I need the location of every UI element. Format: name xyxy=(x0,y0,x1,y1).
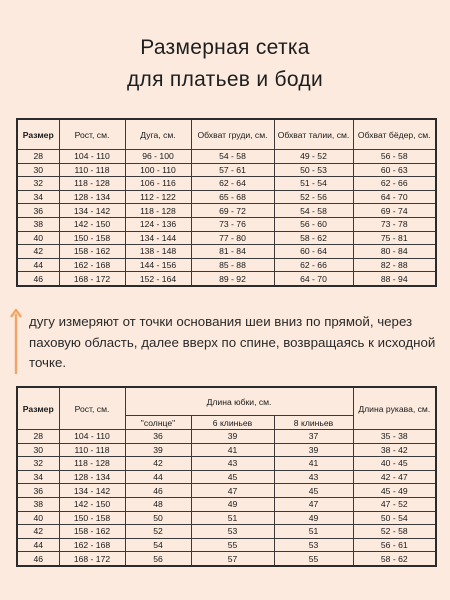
table-cell: 118 - 128 xyxy=(59,177,125,191)
size-table-lengths-body xyxy=(17,430,436,566)
table-cell: 41 xyxy=(191,443,274,457)
table-cell: 44 xyxy=(17,258,59,272)
table-row xyxy=(17,484,436,498)
table-cell: 60 - 64 xyxy=(274,245,353,259)
table-row xyxy=(17,511,436,525)
table-cell: 39 xyxy=(274,443,353,457)
table-cell: 104 - 110 xyxy=(59,150,125,164)
header-skirt-length: Длина юбки, см. xyxy=(125,387,353,416)
table-cell: 77 - 80 xyxy=(191,231,274,245)
table-cell: 48 xyxy=(125,497,191,511)
table-cell: 134 - 142 xyxy=(59,204,125,218)
table-row xyxy=(17,190,436,204)
table-cell: 32 xyxy=(17,177,59,191)
table-cell: 144 - 156 xyxy=(125,258,191,272)
table-cell: 40 xyxy=(17,511,59,525)
table-row xyxy=(17,497,436,511)
table-row xyxy=(17,245,436,259)
table-cell: 69 - 72 xyxy=(191,204,274,218)
table-row xyxy=(17,177,436,191)
table-cell: 42 - 47 xyxy=(353,470,436,484)
table-cell: 134 - 144 xyxy=(125,231,191,245)
arrow-up-icon xyxy=(10,308,22,374)
table-cell: 30 xyxy=(17,443,59,457)
table-cell: 60 - 63 xyxy=(353,163,436,177)
size-table-lengths xyxy=(16,386,437,567)
table-cell: 80 - 84 xyxy=(353,245,436,259)
table-cell: 134 - 142 xyxy=(59,484,125,498)
table-cell: 38 xyxy=(17,497,59,511)
page-title: Размерная сетка xyxy=(140,36,310,59)
table-cell: 128 - 134 xyxy=(59,470,125,484)
table-cell: 96 - 100 xyxy=(125,150,191,164)
table-cell: 28 xyxy=(17,150,59,164)
table-cell: 168 - 172 xyxy=(59,272,125,286)
table-cell: 62 - 66 xyxy=(274,258,353,272)
table-row xyxy=(17,258,436,272)
header-height: Рост, см. xyxy=(59,119,125,150)
table-cell: 81 - 84 xyxy=(191,245,274,259)
table-cell: 110 - 118 xyxy=(59,163,125,177)
table-cell: 64 - 70 xyxy=(274,272,353,286)
table-cell: 42 xyxy=(125,457,191,471)
arc-measurement-note: дугу измеряют от точки основания шеи вниз по прямой, через паховую область, далее вверх по спине, возвращаясь к исходной точке. xyxy=(29,314,436,370)
table-cell: 46 xyxy=(125,484,191,498)
table-row xyxy=(17,163,436,177)
table-cell: 162 - 168 xyxy=(59,538,125,552)
table-row xyxy=(17,430,436,444)
table-cell: 49 xyxy=(274,511,353,525)
table-cell: 46 xyxy=(17,552,59,566)
table-row xyxy=(17,457,436,471)
table-row xyxy=(17,272,436,286)
table-cell: 47 xyxy=(191,484,274,498)
header-sleeve-length: Длина рукава, см. xyxy=(353,387,436,430)
table-cell: 32 xyxy=(17,457,59,471)
table-cell: 39 xyxy=(191,430,274,444)
table-cell: 104 - 110 xyxy=(59,430,125,444)
table-cell: 43 xyxy=(191,457,274,471)
table-cell: 49 - 52 xyxy=(274,150,353,164)
table-cell: 158 - 162 xyxy=(59,525,125,539)
table-cell: 38 xyxy=(17,217,59,231)
page-subtitle: для платьев и боди xyxy=(127,68,323,91)
table-cell: 45 xyxy=(274,484,353,498)
table-cell: 142 - 150 xyxy=(59,217,125,231)
table-cell: 57 xyxy=(191,552,274,566)
size-table-main xyxy=(16,118,437,287)
table-cell: 85 - 88 xyxy=(191,258,274,272)
table-cell: 43 xyxy=(274,470,353,484)
table-cell: 50 - 53 xyxy=(274,163,353,177)
header-hips: Обхват бёдер, см. xyxy=(353,119,436,150)
table-cell: 73 - 76 xyxy=(191,217,274,231)
table-cell: 42 xyxy=(17,525,59,539)
table-cell: 53 xyxy=(274,538,353,552)
table-cell: 49 xyxy=(191,497,274,511)
table-cell: 44 xyxy=(125,470,191,484)
table-cell: 62 - 64 xyxy=(191,177,274,191)
header-arc: Дуга, см. xyxy=(125,119,191,150)
header-waist: Обхват талии, см. xyxy=(274,119,353,150)
table-cell: 51 xyxy=(274,525,353,539)
table-cell: 52 - 56 xyxy=(274,190,353,204)
header-size: Размер xyxy=(17,387,59,430)
table-cell: 35 - 38 xyxy=(353,430,436,444)
table-cell: 124 - 136 xyxy=(125,217,191,231)
table-cell: 54 - 58 xyxy=(191,150,274,164)
table-cell: 53 xyxy=(191,525,274,539)
table-cell: 82 - 88 xyxy=(353,258,436,272)
table-cell: 39 xyxy=(125,443,191,457)
table-cell: 88 - 94 xyxy=(353,272,436,286)
table-cell: 36 xyxy=(17,204,59,218)
table-cell: 110 - 118 xyxy=(59,443,125,457)
table-cell: 36 xyxy=(125,430,191,444)
table-cell: 89 - 92 xyxy=(191,272,274,286)
table-cell: 55 xyxy=(274,552,353,566)
table-row xyxy=(17,525,436,539)
header-chest: Обхват груди, см. xyxy=(191,119,274,150)
table-cell: 162 - 168 xyxy=(59,258,125,272)
table-cell: 36 xyxy=(17,484,59,498)
table-cell: 30 xyxy=(17,163,59,177)
table-cell: 28 xyxy=(17,430,59,444)
table-row xyxy=(17,470,436,484)
table-row xyxy=(17,204,436,218)
table-cell: 45 xyxy=(191,470,274,484)
table-cell: 40 - 45 xyxy=(353,457,436,471)
table-cell: 62 - 66 xyxy=(353,177,436,191)
table-cell: 65 - 68 xyxy=(191,190,274,204)
header-skirt-sun: "солнце" xyxy=(125,416,191,430)
table-cell: 168 - 172 xyxy=(59,552,125,566)
table-cell: 41 xyxy=(274,457,353,471)
table-cell: 106 - 116 xyxy=(125,177,191,191)
table-cell: 58 - 62 xyxy=(274,231,353,245)
header-size: Размер xyxy=(17,119,59,150)
table-cell: 73 - 78 xyxy=(353,217,436,231)
table-cell: 42 xyxy=(17,245,59,259)
table-cell: 100 - 110 xyxy=(125,163,191,177)
table-cell: 56 - 58 xyxy=(353,150,436,164)
table-row xyxy=(17,552,436,566)
table-cell: 69 - 74 xyxy=(353,204,436,218)
table-cell: 52 xyxy=(125,525,191,539)
table-cell: 51 xyxy=(191,511,274,525)
table-cell: 128 - 134 xyxy=(59,190,125,204)
header-skirt-eight: 8 клиньев xyxy=(274,416,353,430)
table-cell: 40 xyxy=(17,231,59,245)
table-cell: 38 - 42 xyxy=(353,443,436,457)
table-cell: 64 - 70 xyxy=(353,190,436,204)
table-cell: 58 - 62 xyxy=(353,552,436,566)
table-cell: 75 - 81 xyxy=(353,231,436,245)
table-cell: 54 - 58 xyxy=(274,204,353,218)
table-cell: 47 xyxy=(274,497,353,511)
table-cell: 150 - 158 xyxy=(59,511,125,525)
table-cell: 112 - 122 xyxy=(125,190,191,204)
table-cell: 150 - 158 xyxy=(59,231,125,245)
table-cell: 118 - 128 xyxy=(125,204,191,218)
table-cell: 55 xyxy=(191,538,274,552)
table-cell: 152 - 164 xyxy=(125,272,191,286)
table-cell: 37 xyxy=(274,430,353,444)
table-cell: 52 - 58 xyxy=(353,525,436,539)
table-row xyxy=(17,231,436,245)
table-cell: 158 - 162 xyxy=(59,245,125,259)
table-cell: 47 - 52 xyxy=(353,497,436,511)
table-row xyxy=(17,217,436,231)
table-cell: 54 xyxy=(125,538,191,552)
table-cell: 138 - 148 xyxy=(125,245,191,259)
table-row xyxy=(17,538,436,552)
table-cell: 50 xyxy=(125,511,191,525)
table-cell: 46 xyxy=(17,272,59,286)
table-cell: 57 - 61 xyxy=(191,163,274,177)
table-cell: 50 - 54 xyxy=(353,511,436,525)
table-cell: 56 xyxy=(125,552,191,566)
table-cell: 118 - 128 xyxy=(59,457,125,471)
table-row xyxy=(17,150,436,164)
table-cell: 56 - 61 xyxy=(353,538,436,552)
header-height: Рост, см. xyxy=(59,387,125,430)
table-cell: 44 xyxy=(17,538,59,552)
table-cell: 34 xyxy=(17,470,59,484)
table-cell: 56 - 60 xyxy=(274,217,353,231)
table-cell: 45 - 49 xyxy=(353,484,436,498)
table-cell: 34 xyxy=(17,190,59,204)
table-cell: 142 - 150 xyxy=(59,497,125,511)
header-skirt-six: 6 клиньев xyxy=(191,416,274,430)
size-table-main-body xyxy=(17,150,436,286)
table-cell: 51 - 54 xyxy=(274,177,353,191)
table-row xyxy=(17,443,436,457)
